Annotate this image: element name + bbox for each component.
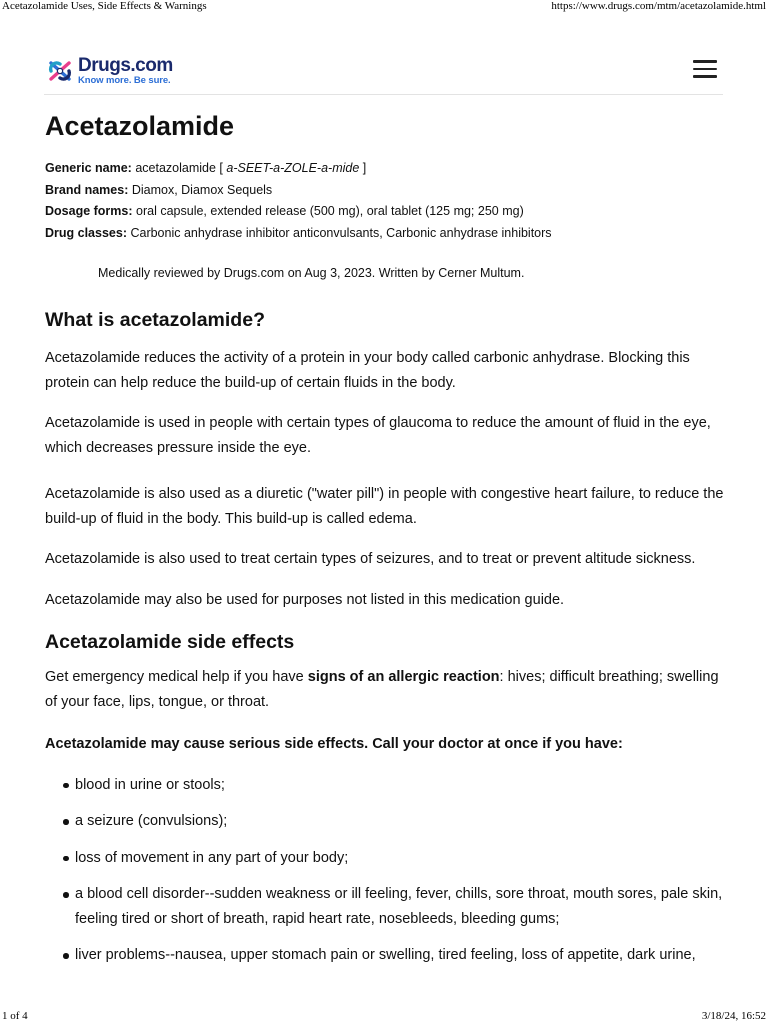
author-link[interactable]: Cerner Multum [438,266,521,280]
paragraph: Acetazolamide is also used as a diuretic ("water pill") in people with congestive heart failure, to reduce the build-up of fluid in the body. This build-up is called edema. [45,486,724,527]
list-item: loss of movement in any part of your body; [45,846,727,871]
drug-classes-row: Drug classes: Carbonic anhydrase inhibitor anticonvulsants, Carbonic anhydrase inhibitors [45,225,552,240]
print-header [0,0,768,14]
print-footer [0,1010,768,1024]
section-heading-what-is: What is acetazolamide? [45,309,265,331]
hamburger-menu-icon[interactable] [693,60,717,80]
dosage-forms-row: Dosage forms: oral capsule, extended release (500 mg), oral tablet (125 mg; 250 mg) [45,204,524,218]
list-item: liver problems--nausea, upper stomach pain or swelling, tired feeling, loss of appetite, dark urine, [45,943,727,968]
review-line: Medically reviewed by Drugs.com on Aug 3, 2023. Written by Cerner Multum. [98,266,525,280]
pronunciation: a-SEET-a-ZOLE-a-mide [226,161,360,175]
site-header [44,50,723,95]
section-heading-side-effects: Acetazolamide side effects [45,631,295,653]
paragraph: Acetazolamide is also used to treat certain types of seizures, and to treat or prevent altitude sickness. [45,551,696,567]
paragraph: Acetazolamide is used in people with certain types of glaucoma to reduce the amount of fluid in the eye, which decreases pressure inside the eye. [45,415,711,456]
reviewer-link[interactable]: Drugs.com [223,266,285,280]
serious-effects-warning: Acetazolamide may cause serious side effects. Call your doctor at once if you have: [45,736,623,752]
list-item: blood in urine or stools; [45,773,727,798]
allergy-paragraph: Get emergency medical help if you have signs of an allergic reaction: hives; difficult breathing; swelling of your face, lips, tongue, or throat. [45,669,719,710]
drugs-com-logo-icon [44,55,76,87]
print-datetime: 3/18/24, 16:52 [701,1010,766,1022]
drug-classes-link[interactable]: Carbonic anhydrase inhibitor anticonvulsants, Carbonic anhydrase inhibitors [130,225,552,240]
list-item: a blood cell disorder--sudden weakness or ill feeling, fever, chills, sore throat, mouth sores, pale skin, feeling tired or short of breath, rapid heart rate, nosebleeds, bleeding gums; [45,882,727,931]
page-title: Acetazolamide [45,111,235,141]
print-header-url: https://www.drugs.com/mtm/acetazolamide.html [551,0,766,12]
paragraph: Acetazolamide may also be used for purposes not listed in this medication guide. [45,591,565,608]
logo-name: Drugs.com [78,55,173,77]
site-logo[interactable] [44,55,173,87]
brand-names-link[interactable]: Diamox, Diamox Sequels [131,182,273,197]
side-effects-list [45,773,727,968]
article-content [45,108,727,980]
paragraph: Acetazolamide reduces the activity of a protein in your body called carbonic anhydrase. Blocking this protein can help reduce the build-up of certain fluids in the body. [45,350,690,391]
medically-reviewed-link[interactable]: Medically reviewed [98,266,204,280]
brand-names-row: Brand names: Diamox, Diamox Sequels [45,182,273,197]
drug-meta [45,158,727,244]
logo-tagline: Know more. Be sure. [78,75,171,87]
generic-name-row: Generic name: acetazolamide [ a-SEET-a-ZOLE-a-mide ] [45,161,367,175]
print-header-title: Acetazolamide Uses, Side Effects & Warnings [2,0,207,12]
page-number: 1 of 4 [2,1010,28,1022]
list-item: a seizure (convulsions); [45,809,727,834]
